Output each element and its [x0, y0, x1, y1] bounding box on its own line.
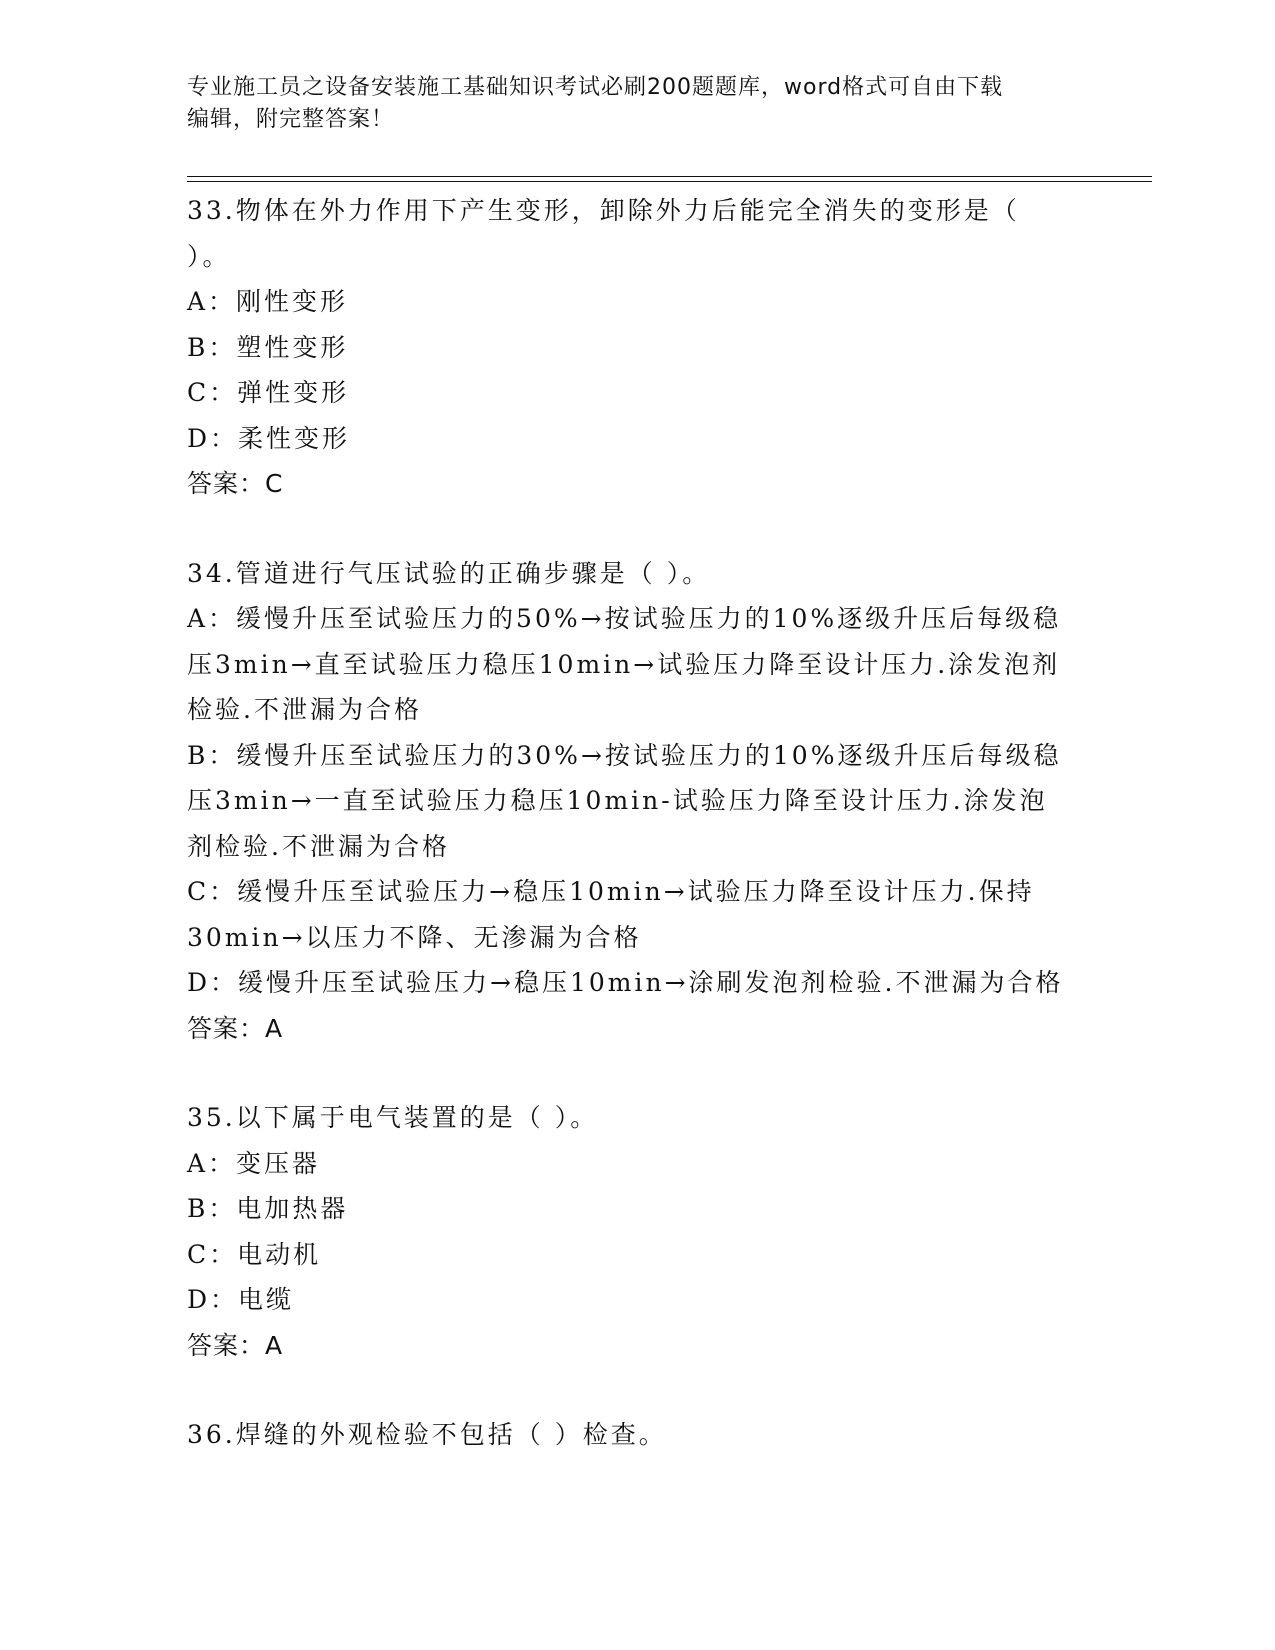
document-header [187, 72, 1067, 136]
option-a-line-2: 压3min→直至试验压力稳压10min→试验压力降至设计压力.涂发泡剂 [187, 649, 1061, 679]
question-stem: 36.焊缝的外观检验不包括（ ）检查。 [187, 1420, 667, 1449]
option-a: A：刚性变形 [187, 287, 349, 316]
question-stem: 33.物体在外力作用下产生变形，卸除外力后能完全消失的变形是（ [187, 196, 1020, 225]
option-b-line-1: B：缓慢升压至试验压力的30%→按试验压力的10%逐级升压后每级稳 [187, 740, 1062, 770]
option-d: D：电缆 [187, 1285, 295, 1314]
option-a-line-1: A：缓慢升压至试验压力的50%→按试验压力的10%逐级升压后每级稳 [187, 604, 1062, 633]
option-a-line-3: 检验.不泄漏为合格 [187, 695, 422, 724]
header-divider-bottom [187, 181, 1152, 182]
header-title-line-1: 专业施工员之设备安装施工基础知识考试必刷200题题库，word格式可自由下载 [187, 75, 1004, 100]
option-c-line-1: C：缓慢升压至试验压力→稳压10min→试验压力降至设计压力.保持 [187, 877, 1035, 906]
option-c-line-2: 30min→以压力不降、无渗漏为合格 [187, 922, 642, 952]
answer-line: 答案：A [187, 1330, 284, 1360]
option-b-line-3: 剂检验.不泄漏为合格 [187, 831, 450, 861]
option-b: B：电加热器 [187, 1194, 349, 1223]
question-stem: 35.以下属于电气装置的是（ ）。 [187, 1103, 599, 1132]
question-35 [187, 1095, 1087, 1368]
option-d: D：缓慢升压至试验压力→稳压10min→涂刷发泡剂检验.不泄漏为合格 [187, 968, 1064, 997]
question-stem: 34.管道进行气压试验的正确步骤是（ ）。 [187, 558, 711, 588]
question-36 [187, 1412, 1087, 1458]
question-list [187, 188, 1087, 1502]
option-b: B：塑性变形 [187, 332, 349, 362]
header-divider-top [187, 176, 1152, 177]
option-a: A：变压器 [187, 1148, 321, 1178]
header-title-line-2: 编辑，附完整答案！ [187, 107, 395, 132]
option-b-line-2: 压3min→一直至试验压力稳压10min-试验压力降至设计压力.涂发泡 [187, 786, 1048, 815]
question-33 [187, 188, 1087, 507]
option-c: C：电动机 [187, 1239, 322, 1269]
answer-line: 答案：A [187, 1013, 284, 1043]
option-c: C：弹性变形 [187, 378, 350, 407]
answer-line: 答案：C [187, 469, 284, 498]
question-stem-continued: ）。 [187, 241, 231, 271]
question-34 [187, 551, 1087, 1052]
option-d: D：柔性变形 [187, 423, 351, 453]
